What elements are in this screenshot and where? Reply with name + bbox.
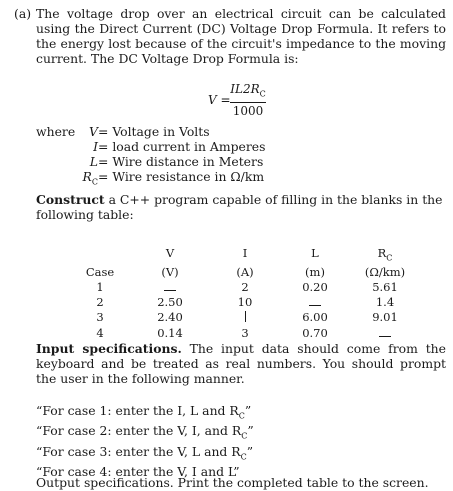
table-header-cell: (m) [305,265,325,280]
table-row [70,310,420,326]
table-cell: 4 [96,326,104,341]
table-header-cell: I [242,246,248,260]
table-cell-blank [350,326,420,341]
formula-numerator: $IL2R_C$ [230,82,266,99]
prompt-line: “For case 1: enter the I, L and $R_C$” [36,403,252,421]
definition-row [36,124,265,139]
table-header-cell: (V) [161,265,179,280]
blank-line [309,297,321,306]
table-cell: 0.70 [302,326,328,341]
definition-var: I [93,139,98,154]
where-label: where [36,124,76,139]
table-cell-blank [210,310,280,326]
table-cell: 2.50 [157,295,183,310]
definition-var: $R_C$ [82,169,98,187]
table-cell: 3 [96,310,104,325]
table-header-cell: (A) [236,265,254,280]
table-header-row [70,246,420,265]
table-row [70,326,420,341]
table-header-cell [70,246,130,265]
table-cell: 9.01 [372,310,398,325]
question-intro [14,6,446,66]
table-cell-blank [280,295,350,310]
prompt-line: “For case 2: enter the V, I, and $R_C$” [36,423,254,441]
intro-paragraph: The voltage drop over an electrical circuit can be calculated using the Direct Current (DC) Voltage Drop Formula. It refers to the energy lost because of the circuit's impedance to the moving current. The DC Voltage Drop Formula is: [36,6,446,66]
table-cell: 1.4 [375,295,395,310]
formula-fraction [230,82,266,119]
voltage-table [70,246,420,341]
definition-var: V [89,124,98,139]
table-cell: 2 [96,295,104,310]
table-header-row [70,265,420,280]
table-cell: 0.20 [302,280,328,295]
output-specifications: Output specifications. Print the completed table to the screen. [36,475,429,490]
variable-definitions [36,124,265,189]
definition-desc: = Voltage in Volts [98,124,210,139]
definition-desc: = Wire resistance in Ω/km [98,169,265,184]
table-cell: 5.61 [372,280,398,295]
definition-desc: = Wire distance in Meters [98,154,264,169]
table-header-cell: L [311,246,319,260]
table-cell: 2.40 [157,310,183,325]
table-cell: 1 [96,280,104,295]
table-header-cell: Case [85,265,115,280]
prompt-line: “For case 3: enter the V, L and $R_C$” [36,443,254,462]
prompt-line: “For case 4: enter the V, I and L” [36,464,240,480]
table-cell: 2 [241,280,249,295]
question-label: (a) [14,6,32,21]
definition-var: L [89,154,98,169]
table-cell-blank [130,280,210,295]
table-row [70,295,420,310]
blank-line [379,328,391,337]
definition-row [36,154,265,169]
formula-denominator: 1000 [232,104,264,119]
table-header-cell: (Ω/km) [364,265,406,280]
definition-desc: = load current in Amperes [98,139,266,154]
table-header-cell: $R_C$ [377,246,393,263]
table-header-cell: V [165,246,175,260]
table-row [70,280,420,295]
input-specifications: Input specifications. The input data should come from the keyboard and be treated as real numbers. You should prompt the user in the following manner. [36,341,446,386]
construct-instruction: Construct a C++ program capable of filling in the blanks in the following table: [36,192,443,222]
blank-line [164,282,176,291]
table-cell: 6.00 [302,310,328,325]
blank-line [245,311,246,322]
formula-lhs: V = [208,93,231,107]
table-cell: 0.14 [157,326,183,341]
definition-row [36,169,265,189]
definition-row [36,139,265,154]
table-cell: 3 [241,326,249,341]
prompt-list [36,403,254,485]
table-cell: 10 [237,295,253,310]
